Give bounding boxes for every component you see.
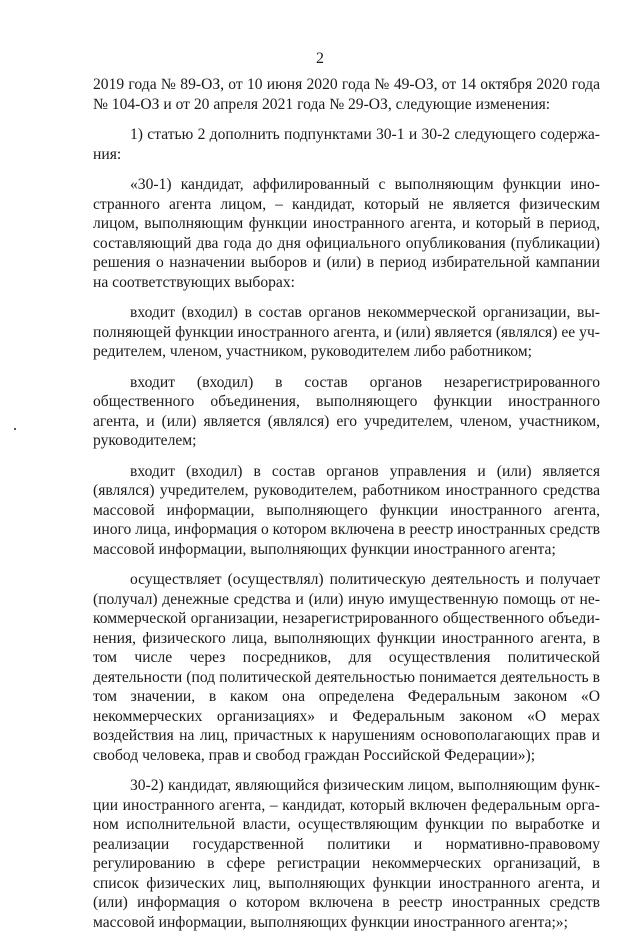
paragraph-amendment-1: 1) статью 2 дополнить подпунктами 30-1 и 30-2 следующего содержания: <box>93 126 600 163</box>
paragraph-intro-continuation: 2019 года № 89-ОЗ, от 10 июня 2020 года № 49-ОЗ, от 14 октября 2020 года № 104-ОЗ и от 20 апреля 2021 года № 29-ОЗ, следующие изменения: <box>93 76 600 113</box>
scan-speck <box>14 428 16 430</box>
paragraph-criterion-nko: входит (входил) в состав органов некоммерческой организации, выполняющей функции иностранного агента, и (или) является (являлся) ее учредителем, членом, участником, руководителем либо работником; <box>93 304 600 360</box>
paragraph-subpoint-30-1: «30-1) кандидат, аффилированный с выполняющим функции иностранного агента лицом, – кандидат, который не является физическим лицом, выполняющим функции иностранного агента, и который в период, составляющий два года до дня официального опубликования (публикации) решения о назначении выборов и (или) в период избирательной кампании на соответствующих выборах: <box>93 176 600 291</box>
page-number: 2 <box>316 50 324 67</box>
paragraph-criterion-mass-media: входит (входил) в состав органов управления и (или) является (являлся) учредителем, руководителем, работником иностранного средства массовой информации, выполняющего функции иностранного агента, иного лица, информация о котором включена в реестр иностранных средств массовой информации, выполняющих функции иностранного агента; <box>93 462 600 558</box>
paragraph-criterion-political-activity: осуществляет (осуществлял) политическую деятельность и получает (получал) денежные средства и (или) иную имущественную помощь от некоммерческой организации, незарегистрированного общественного объединения, физического лица, выполняющих функции иностранного агента, в том числе через посредников, для осуществления политической деятельности (под политической деятельностью понимается деятельность в том значении, в каком она определена Федеральным законом «О некоммерческих организациях» и Федеральным законом «О мерах воздействия на лиц, причастных к нарушениям основополагающих прав и свобод человека, прав и свобод граждан Российской Федерации»); <box>93 571 600 764</box>
document-body <box>93 75 600 932</box>
paragraph-subpoint-30-2: 30-2) кандидат, являющийся физическим лицом, выполняющим функции иностранного агента, – кандидат, который включен федеральным органом исполнительной власти, осуществляющим функции по выработке и реализации государственной политики и нормативно-правовому регулированию в сфере регистрации некоммерческих организаций, в список физических лиц, выполняющих функции иностранного агента, и (или) информация о котором включена в реестр иностранных средств массовой информации, выполняющих функции иностранного агента;»; <box>93 777 600 931</box>
paragraph-criterion-public-association: входит (входил) в состав органов незарегистрированного общественного объединения, выполняющего функции иностранного агента, и (или) является (являлся) его учредителем, членом, участником, руководителем; <box>93 373 600 449</box>
